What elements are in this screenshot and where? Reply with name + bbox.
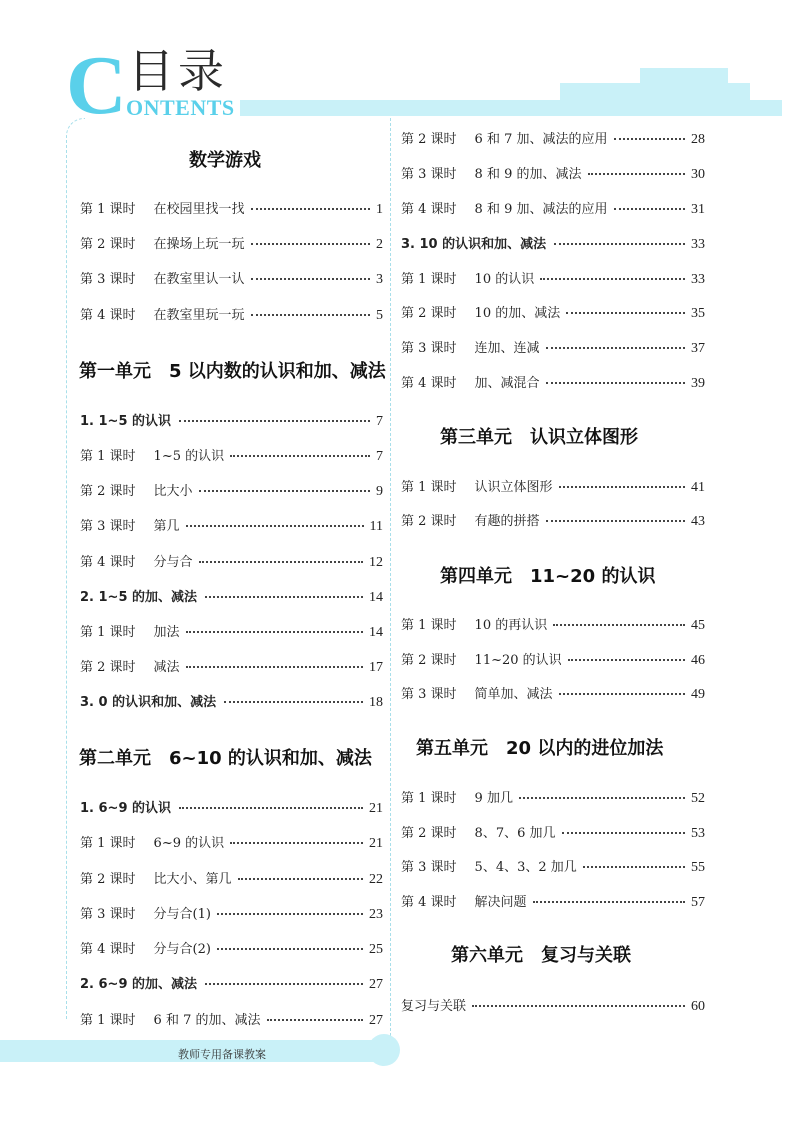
- toc-entry[interactable]: [401, 822, 705, 842]
- page-number: 22: [369, 872, 383, 887]
- page-number: 60: [691, 999, 705, 1014]
- leader-dots: [217, 913, 363, 915]
- toc-entry[interactable]: [80, 233, 383, 253]
- unit-name: 5 以内数的认识和加、减法: [169, 361, 386, 382]
- unit-number: 第三单元: [440, 427, 512, 448]
- leader-dots: [472, 1005, 685, 1007]
- page-number: 27: [369, 977, 383, 992]
- toc-entry[interactable]: [401, 683, 705, 703]
- toc-entry[interactable]: [401, 268, 705, 288]
- header-band-top: [640, 68, 728, 83]
- lesson-number: 第 4 课时: [401, 202, 457, 217]
- leader-dots: [230, 842, 363, 844]
- lesson-number: 第 1 课时: [80, 202, 136, 217]
- unit-number: 第六单元: [451, 945, 523, 966]
- lesson-number: 第 1 课时: [401, 791, 457, 806]
- page-number: 43: [691, 514, 705, 529]
- toc-entry[interactable]: [80, 832, 383, 852]
- lesson-number: 第 3 课时: [80, 907, 136, 922]
- leader-dots: [562, 832, 686, 834]
- leader-dots: [205, 983, 363, 985]
- leader-dots: [583, 866, 685, 868]
- leader-dots: [199, 490, 370, 492]
- unit-name: 认识立体图形: [530, 427, 638, 448]
- unit-title-6: [451, 941, 631, 967]
- toc-entry[interactable]: [80, 198, 383, 218]
- unit-number: 第一单元: [79, 361, 151, 382]
- lesson-number: 第 3 课时: [401, 341, 457, 356]
- section-title-math-games: 数学游戏: [189, 150, 261, 171]
- page-number: 53: [691, 826, 705, 841]
- entry-title: 复习与关联: [401, 999, 467, 1014]
- entry-title: 加、减混合: [474, 376, 540, 391]
- toc-entry[interactable]: [401, 372, 705, 392]
- toc-entry[interactable]: [80, 551, 383, 571]
- lesson-number: 第 2 课时: [80, 660, 136, 675]
- page-number: 28: [691, 132, 705, 147]
- toc-entry[interactable]: [80, 445, 383, 465]
- toc-entry[interactable]: [401, 614, 705, 634]
- page-number: 12: [369, 555, 383, 570]
- entry-title: 在教室里认一认: [153, 272, 245, 287]
- lesson-number: 第 1 课时: [80, 1013, 136, 1028]
- leader-dots: [540, 278, 685, 280]
- page-number: 23: [369, 907, 383, 922]
- unit-name: 11~20 的认识: [530, 566, 656, 587]
- entry-title: 分与合(1): [153, 907, 211, 922]
- entry-title: 2. 6~9 的加、减法: [80, 977, 198, 992]
- lesson-number: 第 3 课时: [80, 519, 136, 534]
- leader-dots: [186, 525, 364, 527]
- unit-number: 第五单元: [416, 738, 488, 759]
- toc-entry[interactable]: [80, 903, 383, 923]
- page-number: 21: [369, 836, 383, 851]
- lesson-number: 第 4 课时: [401, 376, 457, 391]
- entry-title: 1~5 的认识: [153, 449, 225, 464]
- lesson-number: 第 3 课时: [401, 167, 457, 182]
- entry-title: 在教室里玩一玩: [153, 308, 245, 323]
- leader-dots: [546, 347, 685, 349]
- page-number: 37: [691, 341, 705, 356]
- entry-title: 比大小、第几: [153, 872, 232, 887]
- leader-dots: [546, 382, 685, 384]
- footer-tab: [368, 1034, 400, 1066]
- leader-dots: [186, 631, 363, 633]
- page-number: 35: [691, 306, 705, 321]
- toc-subsection[interactable]: [80, 797, 383, 817]
- entry-title: 9 加几: [474, 791, 513, 806]
- toc-entry[interactable]: [401, 510, 705, 530]
- unit-title-4: [440, 562, 655, 588]
- unit-name: 20 以内的进位加法: [506, 738, 664, 759]
- unit-name: 复习与关联: [541, 945, 631, 966]
- leader-dots: [519, 797, 685, 799]
- entry-title: 减法: [153, 660, 180, 675]
- toc-entry[interactable]: [401, 891, 705, 911]
- unit-number: 第二单元: [79, 748, 151, 769]
- lesson-number: 第 4 课时: [80, 555, 136, 570]
- entry-title: 在校园里找一找: [153, 202, 245, 217]
- page-number: 14: [369, 590, 383, 605]
- leader-dots: [251, 278, 370, 280]
- lesson-number: 第 2 课时: [401, 514, 457, 529]
- lesson-number: 第 2 课时: [401, 306, 457, 321]
- lesson-number: 第 1 课时: [80, 625, 136, 640]
- entry-title: 10 的认识: [474, 272, 535, 287]
- entry-title: 比大小: [153, 484, 193, 499]
- entry-title: 8 和 9 加、减法的应用: [474, 202, 608, 217]
- lesson-number: 第 2 课时: [80, 872, 136, 887]
- leader-dots: [614, 208, 686, 210]
- leader-dots: [205, 596, 363, 598]
- unit-title-1: [79, 357, 386, 383]
- page-number: 33: [691, 272, 705, 287]
- page-number: 31: [691, 202, 705, 217]
- lesson-number: 第 2 课时: [80, 237, 136, 252]
- toc-subsection[interactable]: [80, 973, 383, 993]
- lesson-number: 第 2 课时: [80, 484, 136, 499]
- entry-title: 8、7、6 加几: [474, 826, 556, 841]
- toc-entry[interactable]: [401, 198, 705, 218]
- unit-number: 第四单元: [440, 566, 512, 587]
- lesson-number: 第 2 课时: [401, 826, 457, 841]
- entry-title: 2. 1~5 的加、减法: [80, 590, 198, 605]
- page-number: 30: [691, 167, 705, 182]
- toc-entry[interactable]: [401, 995, 705, 1015]
- page-number: 27: [369, 1013, 383, 1028]
- unit-title-3: [440, 423, 638, 449]
- entry-title: 5、4、3、2 加几: [474, 860, 577, 875]
- leader-dots: [179, 420, 370, 422]
- toc-entry[interactable]: [401, 787, 705, 807]
- entry-title: 有趣的拼搭: [474, 514, 540, 529]
- page-number: 45: [691, 618, 705, 633]
- entry-title: 3. 10 的认识和加、减法: [401, 237, 547, 252]
- unit-title-2: [79, 744, 372, 770]
- leader-dots: [546, 520, 685, 522]
- lesson-number: 第 2 课时: [401, 653, 457, 668]
- contents-logo-letter: C: [66, 39, 127, 132]
- entry-title: 分与合: [153, 555, 193, 570]
- toc-entry[interactable]: [401, 163, 705, 183]
- lesson-number: 第 1 课时: [401, 480, 457, 495]
- toc-entry[interactable]: [80, 480, 383, 500]
- page-number: 14: [369, 625, 383, 640]
- leader-dots: [186, 666, 363, 668]
- toc-subsection[interactable]: [80, 691, 383, 711]
- page-number: 9: [376, 484, 383, 499]
- contents-logo-subtitle: ONTENTS: [126, 95, 235, 120]
- entry-title: 6 和 7 的加、减法: [153, 1013, 261, 1028]
- leader-dots: [217, 948, 363, 950]
- lesson-number: 第 4 课时: [80, 308, 136, 323]
- leader-dots: [251, 314, 370, 316]
- lesson-number: 第 2 课时: [401, 132, 457, 147]
- leader-dots: [614, 138, 686, 140]
- leader-dots: [588, 173, 686, 175]
- page-number: 52: [691, 791, 705, 806]
- toc-entry[interactable]: [80, 868, 383, 888]
- toc-entry[interactable]: [80, 938, 383, 958]
- page-number: 25: [369, 942, 383, 957]
- entry-title: 3. 0 的认识和加、减法: [80, 695, 217, 710]
- toc-entry[interactable]: [401, 649, 705, 669]
- entry-title: 11~20 的认识: [474, 653, 562, 668]
- entry-title: 6 和 7 加、减法的应用: [474, 132, 608, 147]
- page-number: 49: [691, 687, 705, 702]
- entry-title: 加法: [153, 625, 180, 640]
- toc-entry[interactable]: [401, 337, 705, 357]
- leader-dots: [224, 701, 363, 703]
- entry-title: 解决问题: [474, 895, 527, 910]
- toc-subsection[interactable]: [80, 586, 383, 606]
- toc-entry[interactable]: [80, 621, 383, 641]
- page-number: 1: [376, 202, 383, 217]
- toc-entry[interactable]: [80, 268, 383, 288]
- page-number: 33: [691, 237, 705, 252]
- leader-dots: [553, 624, 685, 626]
- page-number: 41: [691, 480, 705, 495]
- lesson-number: 第 4 课时: [80, 942, 136, 957]
- entry-title: 10 的再认识: [474, 618, 548, 633]
- unit-title-5: [416, 734, 663, 760]
- lesson-number: 第 1 课时: [80, 836, 136, 851]
- leader-dots: [267, 1019, 364, 1021]
- page-number: 7: [376, 449, 383, 464]
- lesson-number: 第 1 课时: [401, 272, 457, 287]
- entry-title: 分与合(2): [153, 942, 211, 957]
- leader-dots: [533, 901, 685, 903]
- page-number: 39: [691, 376, 705, 391]
- unit-name: 6~10 的认识和加、减法: [169, 748, 372, 769]
- toc-entry[interactable]: [80, 1009, 383, 1029]
- leader-dots: [199, 561, 363, 563]
- entry-title: 8 和 9 的加、减法: [474, 167, 582, 182]
- column-divider: [390, 118, 391, 1036]
- lesson-number: 第 3 课时: [80, 272, 136, 287]
- toc-entry[interactable]: [80, 515, 383, 535]
- leader-dots: [251, 243, 370, 245]
- entry-title: 简单加、减法: [474, 687, 553, 702]
- toc-entry[interactable]: [401, 856, 705, 876]
- entry-title: 连加、连减: [474, 341, 540, 356]
- lesson-number: 第 3 课时: [401, 687, 457, 702]
- page-number: 11: [369, 519, 383, 534]
- toc-entry[interactable]: [401, 128, 705, 148]
- page-number: 21: [369, 801, 383, 816]
- toc-subsection[interactable]: [80, 410, 383, 430]
- leader-dots: [554, 243, 685, 245]
- leader-dots: [251, 208, 370, 210]
- page-number: 7: [376, 414, 383, 429]
- toc-subsection[interactable]: [401, 233, 705, 253]
- lesson-number: 第 4 课时: [401, 895, 457, 910]
- page-number: 5: [376, 308, 383, 323]
- entry-title: 1. 1~5 的认识: [80, 414, 172, 429]
- header-band-upper: [560, 83, 750, 100]
- leader-dots: [568, 659, 685, 661]
- leader-dots: [238, 878, 363, 880]
- leader-dots: [230, 455, 370, 457]
- lesson-number: 第 3 课时: [401, 860, 457, 875]
- lesson-number: 第 1 课时: [80, 449, 136, 464]
- page-number: 46: [691, 653, 705, 668]
- toc-entry[interactable]: [80, 656, 383, 676]
- page-number: 3: [376, 272, 383, 287]
- entry-title: 在操场上玩一玩: [153, 237, 245, 252]
- entry-title: 6~9 的认识: [153, 836, 225, 851]
- leader-dots: [566, 312, 685, 314]
- page-number: 18: [369, 695, 383, 710]
- leader-dots: [179, 807, 363, 809]
- leader-dots: [559, 693, 685, 695]
- page-number: 17: [369, 660, 383, 675]
- page-title: 目录: [128, 44, 228, 98]
- toc-entry[interactable]: [401, 476, 705, 496]
- entry-title: 第几: [153, 519, 180, 534]
- entry-title: 10 的加、减法: [474, 306, 561, 321]
- leader-dots: [559, 486, 685, 488]
- entry-title: 1. 6~9 的认识: [80, 801, 172, 816]
- footer-label: 教师专用备课教案: [178, 1048, 266, 1061]
- lesson-number: 第 1 课时: [401, 618, 457, 633]
- toc-entry[interactable]: [401, 302, 705, 322]
- page-number: 57: [691, 895, 705, 910]
- page-number: 2: [376, 237, 383, 252]
- entry-title: 认识立体图形: [474, 480, 553, 495]
- page-number: 55: [691, 860, 705, 875]
- toc-entry[interactable]: [80, 304, 383, 324]
- header-band: [240, 100, 782, 116]
